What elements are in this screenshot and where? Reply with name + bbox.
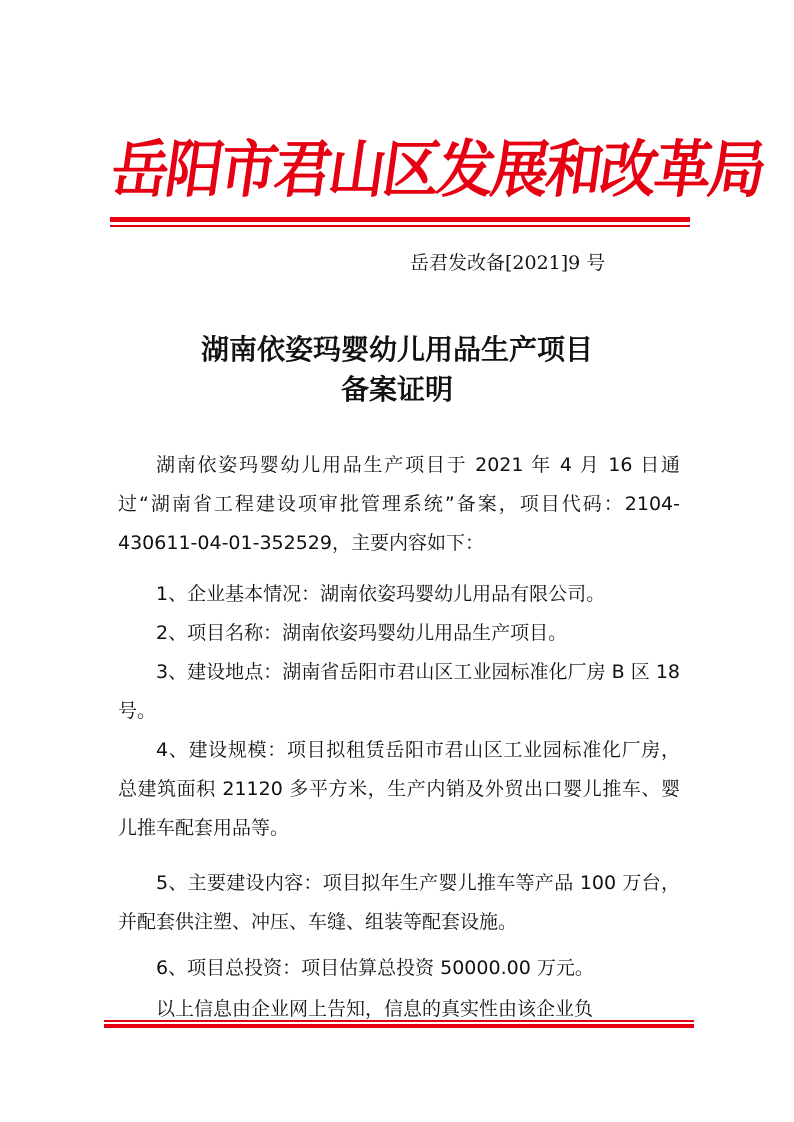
item-location: 3、建设地点：湖南省岳阳市君山区工业园标准化厂房 B 区 18 号。 xyxy=(118,661,680,722)
masthead-red-rule-thick xyxy=(110,217,690,222)
closing-paragraph: 以上信息由企业网上告知，信息的真实性由该企业负 xyxy=(156,998,594,1020)
footer-red-rule-thick xyxy=(104,1024,694,1028)
item-scale: 4、建设规模：项目拟租赁岳阳市君山区工业园标准化厂房，总建筑面积 21120 多平方米，生产内销及外贸出口婴儿推车、婴儿推车配套用品等。 xyxy=(118,739,680,839)
item-main-content: 5、主要建设内容：项目拟年生产婴儿推车等产品 100 万台，并配套供注塑、冲压、车缝、组装等配套设施。 xyxy=(118,872,680,933)
masthead-red-rule-thin xyxy=(110,225,690,227)
intro-paragraph: 湖南依姿玛婴幼儿用品生产项目于 2021 年 4 月 16 日通过“湖南省工程建设项审批管理系统”备案，项目代码：2104-430611-04-01-352529，主要内容如下： xyxy=(118,454,680,554)
document-title-line-1: 湖南依姿玛婴幼儿用品生产项目 xyxy=(200,333,593,366)
document-title-line-2: 备案证明 xyxy=(340,373,453,406)
item-total-investment: 6、项目总投资：项目估算总投资 50000.00 万元。 xyxy=(156,957,594,979)
item-company-info: 1、企业基本情况：湖南依姿玛婴幼儿用品有限公司。 xyxy=(156,583,606,605)
document-number: 岳君发改备[2021]9 号 xyxy=(410,252,606,274)
masthead-org-name: 岳阳市君山区发展和改革局 xyxy=(106,133,769,206)
footer-red-rule-thin xyxy=(104,1020,694,1022)
item-project-name: 2、项目名称：湖南依姿玛婴幼儿用品生产项目。 xyxy=(156,622,568,644)
